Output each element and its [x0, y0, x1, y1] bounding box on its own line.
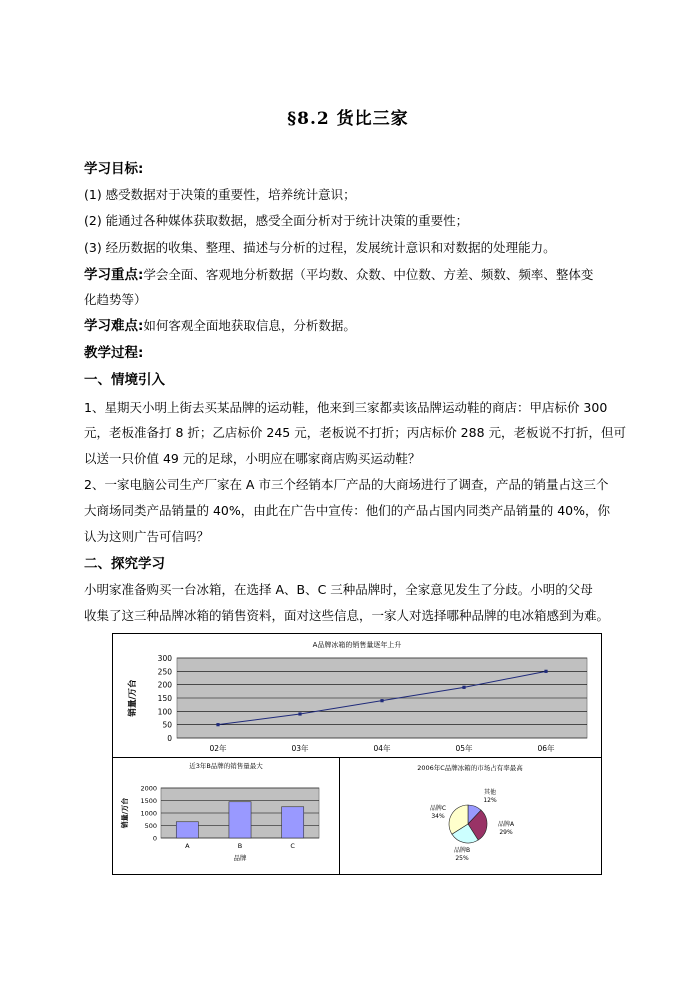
y-axis-label: 销量/万台 — [128, 679, 138, 717]
paragraph-line: 以送一只价值 49 元的足球，小明应在哪家商店购买运动鞋？ — [84, 451, 421, 466]
chart-title: 近3年B品牌的销售量最大 — [189, 762, 263, 770]
key-points-continued: 化趋势等） — [84, 292, 147, 307]
difficulty-label: 学习难点: — [84, 318, 144, 334]
data-point — [380, 699, 383, 702]
line-chart-panel — [112, 633, 602, 759]
objective-item: (3) 经历数据的收集、整理、描述与分析的过程，发展统计意识和对数据的处理能力。 — [84, 240, 556, 255]
key-points — [84, 267, 624, 283]
bar — [229, 802, 251, 838]
paragraph-line: 2、一家电脑公司生产厂家在 A 市三个经销本厂产品的大商场进行了调查，产品的销量占这三个 — [84, 477, 609, 492]
slice-percent: 12% — [483, 797, 497, 804]
x-axis-label: 品牌 — [233, 854, 247, 862]
objective-item: (1) 感受数据对于决策的重要性，培养统计意识； — [84, 187, 356, 202]
page-title: §8.2 货比三家 — [287, 109, 409, 129]
section-heading: 二、探究学习 — [84, 556, 165, 572]
data-point — [298, 712, 301, 715]
bar — [282, 807, 304, 838]
chart-title: 2006年C品牌冰箱的市场占有率最高 — [417, 764, 523, 772]
paragraph-line: 大商场同类产品销量的 40%，由此在广告中宣传：他们的产品占国内同类产品销量的 40%，你 — [84, 503, 611, 518]
paragraph-line: 元，老板准备打 8 折；乙店标价 245 元，老板说不打折；丙店标价 288 元，老板说不打折，但可 — [84, 425, 627, 440]
difficulty — [84, 318, 624, 334]
x-tick-label: A — [185, 842, 190, 850]
y-tick-label: 200 — [157, 680, 172, 690]
x-tick-label: 02年 — [209, 744, 227, 753]
slice-label: 品牌C — [429, 805, 447, 812]
paragraph-line: 小明家准备购买一台冰箱，在选择 A、B、C 三种品牌时，全家意见发生了分歧。小明的父母 — [84, 582, 593, 597]
bar — [176, 822, 198, 838]
y-tick-label: 300 — [157, 654, 172, 663]
key-points-label: 学习重点: — [84, 267, 144, 283]
slice-label: 品牌B — [453, 847, 471, 854]
y-tick-label: 2000 — [140, 784, 157, 793]
data-point — [544, 670, 547, 673]
x-tick-label: 03年 — [291, 744, 309, 753]
paragraph-line: 收集了这三种品牌冰箱的销售资料，面对这些信息，一家人对选择哪种品牌的电冰箱感到为难。 — [84, 608, 610, 623]
y-tick-label: 0 — [152, 834, 157, 843]
y-tick-label: 150 — [157, 694, 172, 703]
x-tick-label: B — [237, 842, 243, 850]
paragraph-line: 1、星期天小明上街去买某品牌的运动鞋，他来到三家都卖该品牌运动鞋的商店：甲店标价 300 — [84, 400, 608, 415]
pie-chart-panel — [339, 757, 602, 875]
x-tick-label: C — [290, 842, 295, 850]
data-point — [216, 723, 219, 726]
y-tick-label: 1000 — [140, 809, 157, 818]
difficulty-text: 如何客观全面地获取信息，分析数据。 — [143, 318, 356, 333]
y-tick-label: 500 — [144, 822, 157, 830]
section-heading: 一、情境引入 — [84, 372, 165, 388]
x-tick-label: 05年 — [455, 744, 473, 753]
chart-title: A品牌冰箱的销售量逐年上升 — [312, 641, 402, 649]
bar-chart — [113, 758, 339, 874]
objectives-heading: 学习目标: — [84, 161, 144, 177]
process-heading: 教学过程: — [84, 345, 144, 361]
key-points-text: 学会全面、客观地分析数据（平均数、众数、中位数、方差、频数、频率、整体变 — [143, 267, 594, 282]
pie-chart — [340, 758, 601, 874]
line-chart — [113, 634, 601, 758]
slice-label: 其他 — [483, 789, 497, 796]
y-tick-label: 250 — [157, 667, 172, 677]
y-axis-label: 销量/万台 — [121, 797, 129, 829]
slice-label: 品牌A — [497, 821, 515, 828]
data-point — [462, 686, 465, 689]
slice-percent: 29% — [499, 829, 513, 836]
y-tick-label: 0 — [167, 734, 172, 743]
slice-percent: 34% — [431, 813, 445, 820]
objective-item: (2) 能通过各种媒体获取数据，感受全面分析对于统计决策的重要性； — [84, 213, 469, 228]
y-tick-label: 100 — [157, 707, 172, 717]
paragraph-line: 认为这则广告可信吗？ — [84, 529, 210, 544]
slice-percent: 25% — [455, 855, 469, 862]
x-tick-label: 06年 — [537, 744, 555, 753]
x-tick-label: 04年 — [373, 744, 391, 753]
y-tick-label: 1500 — [140, 797, 157, 805]
bar-chart-panel — [112, 757, 340, 875]
y-tick-label: 50 — [162, 720, 172, 730]
